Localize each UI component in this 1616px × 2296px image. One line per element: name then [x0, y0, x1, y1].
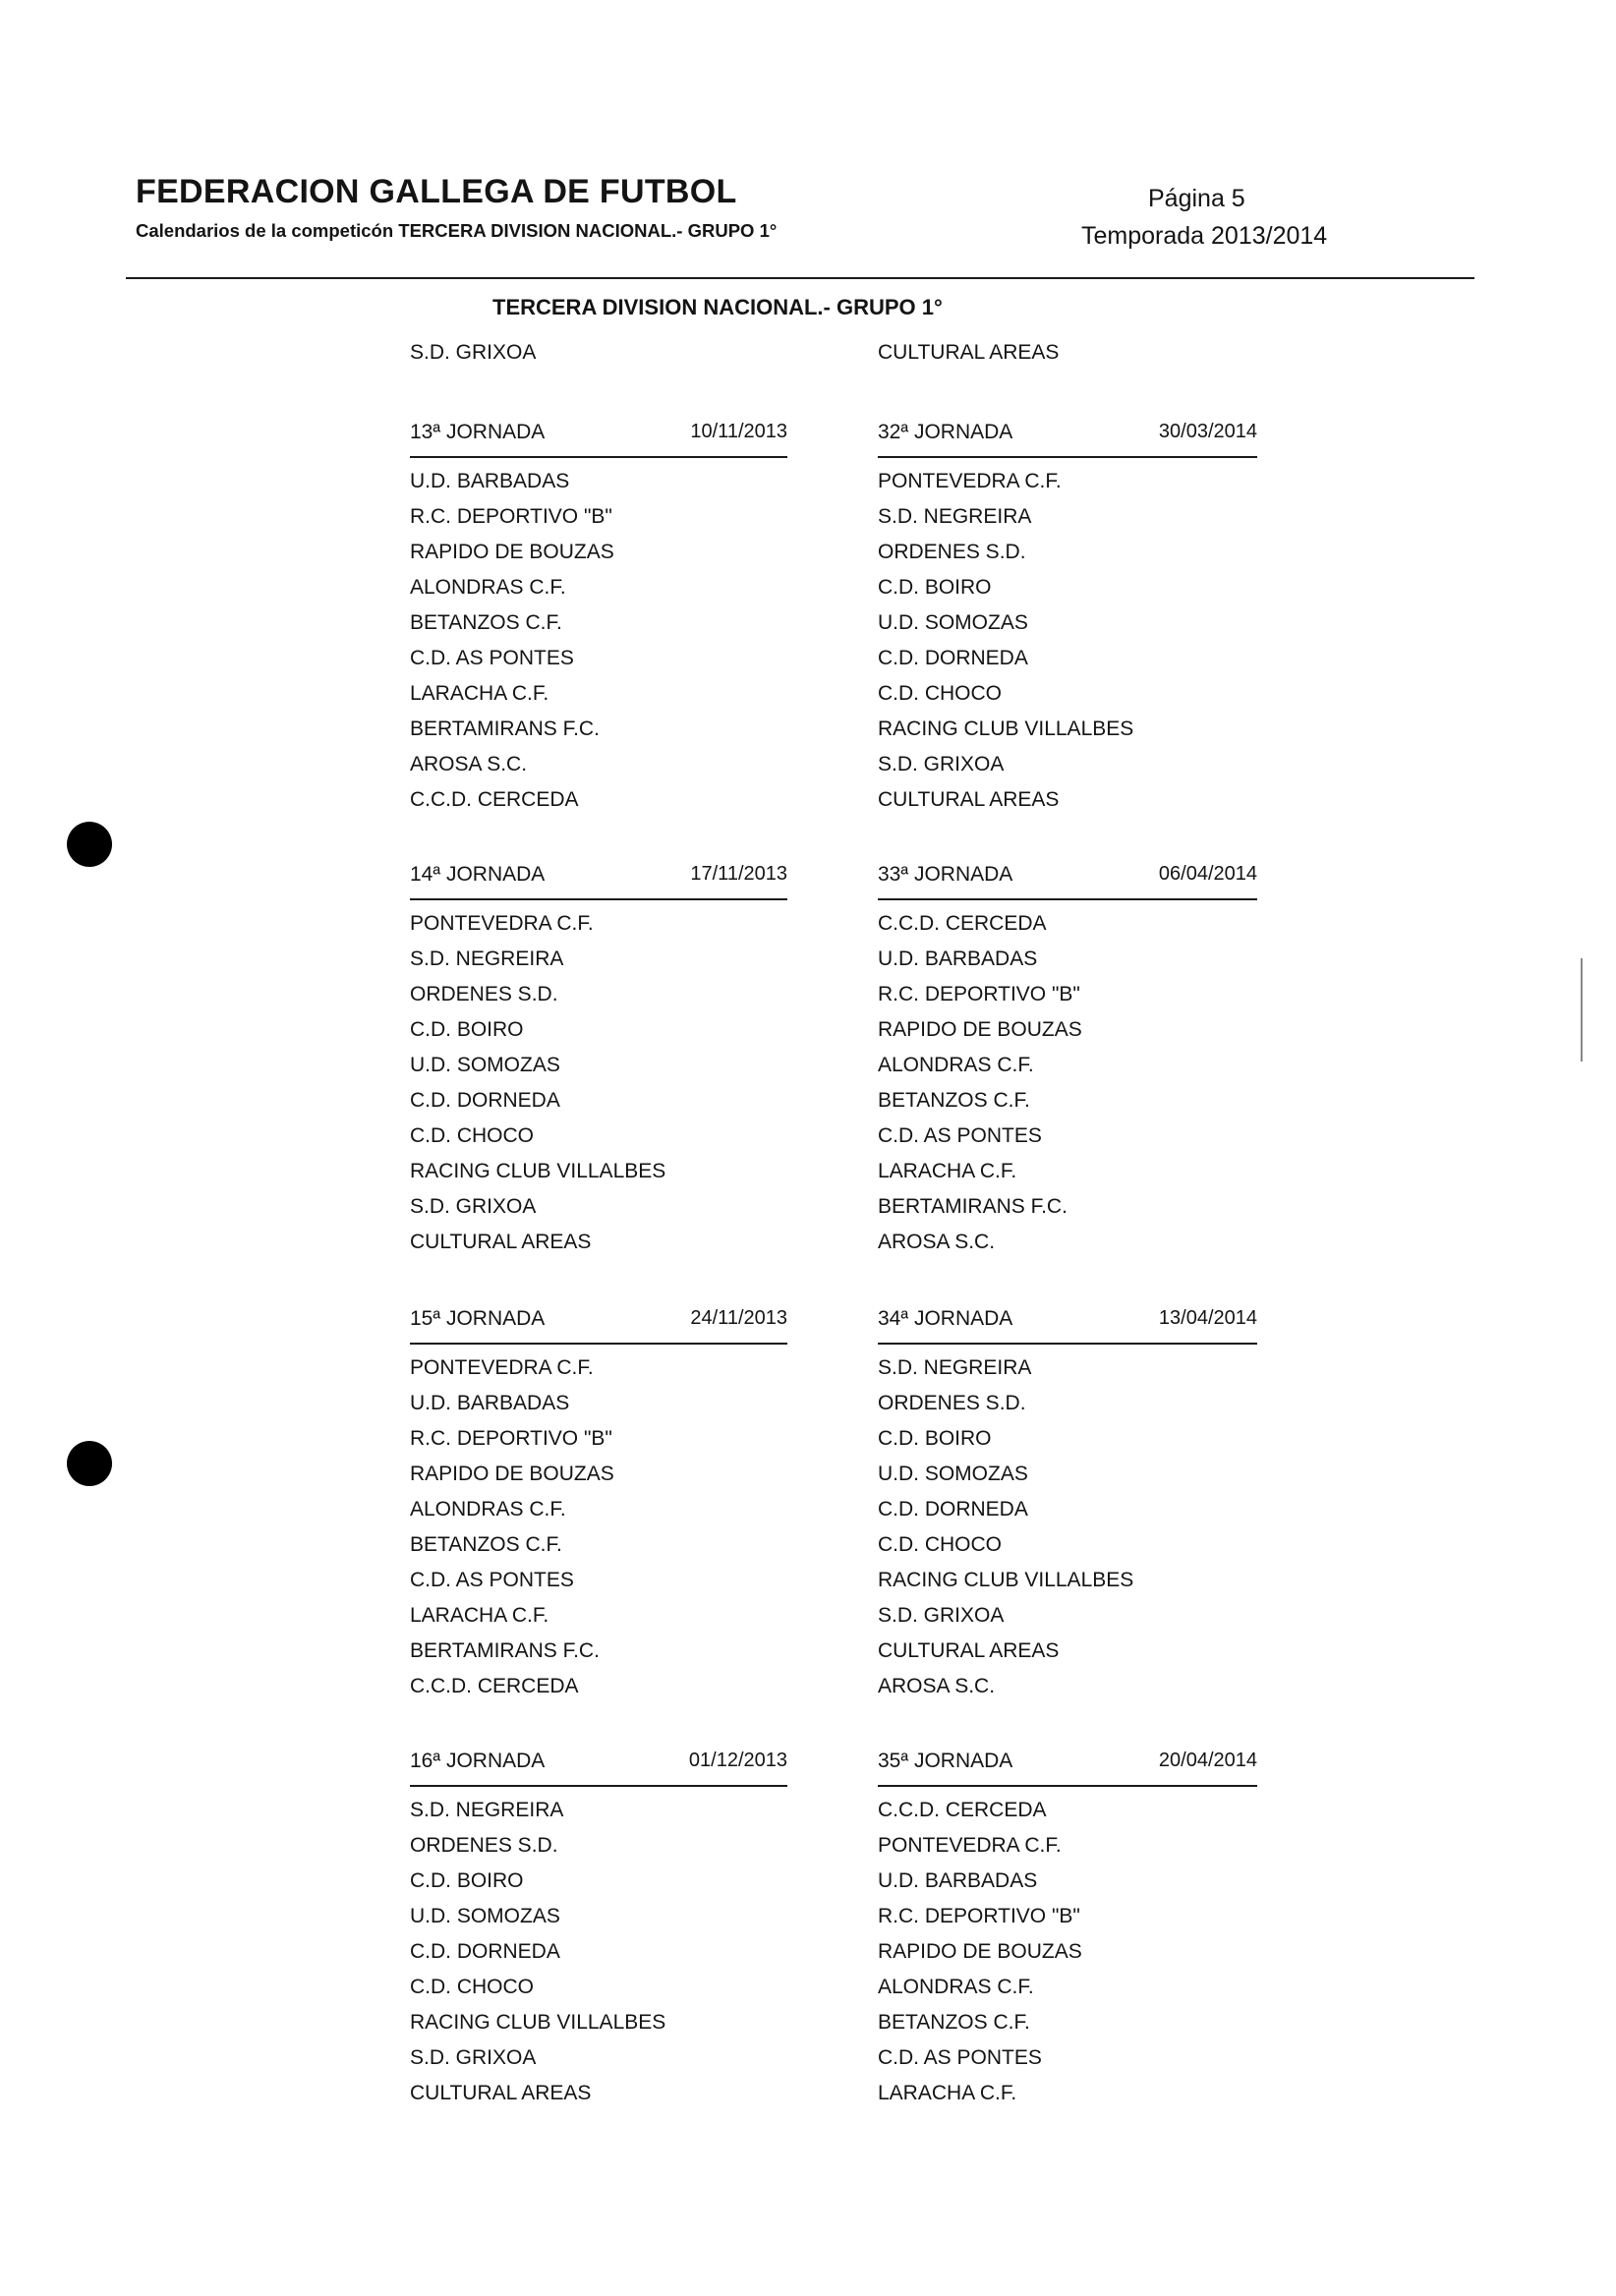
team-name: PONTEVEDRA C.F. [878, 1834, 1062, 1857]
jornada-name: 34ª JORNADA [878, 1307, 1013, 1330]
team-name: CULTURAL AREAS [878, 1639, 1060, 1662]
jornada-block [878, 1750, 1257, 2104]
team-list [878, 1793, 1082, 2111]
team-name: BETANZOS C.F. [878, 1089, 1030, 1112]
team-name: CULTURAL AREAS [410, 2082, 592, 2104]
team-name: ALONDRAS C.F. [878, 1976, 1034, 1998]
jornada-divider [410, 1785, 787, 1787]
jornada-name: 15ª JORNADA [410, 1307, 546, 1330]
team-name: C.C.D. CERCEDA [878, 1799, 1047, 1821]
team-name: C.D. DORNEDA [410, 1089, 560, 1112]
jornada-date: 30/03/2014 [1158, 421, 1257, 442]
team-name: S.D. NEGREIRA [878, 505, 1032, 528]
team-name: C.D. BOIRO [878, 1427, 992, 1450]
team-name: ORDENES S.D. [878, 1392, 1026, 1414]
team-name: PONTEVEDRA C.F. [410, 1356, 594, 1379]
team-name: C.D. AS PONTES [878, 1124, 1042, 1147]
team-name: U.D. SOMOZAS [410, 1905, 560, 1927]
jornada-date: 06/04/2014 [1158, 863, 1257, 885]
jornada-block [878, 863, 1257, 1253]
jornada-header [410, 863, 787, 892]
team-name: ALONDRAS C.F. [410, 576, 566, 599]
team-name: ORDENES S.D. [878, 541, 1026, 563]
jornada-divider [878, 1343, 1257, 1345]
jornada-header [410, 1307, 787, 1337]
jornada-name: 13ª JORNADA [410, 421, 546, 443]
team-name: ORDENES S.D. [410, 983, 558, 1005]
jornada-divider [410, 898, 787, 900]
jornada-block [878, 1307, 1257, 1697]
team-name: RAPIDO DE BOUZAS [878, 1018, 1082, 1041]
team-name: RACING CLUB VILLALBES [410, 2011, 666, 2034]
team-name: CULTURAL AREAS [410, 1231, 592, 1253]
team-name: U.D. SOMOZAS [878, 1463, 1028, 1485]
team-name: ALONDRAS C.F. [410, 1498, 566, 1521]
punch-hole [67, 1441, 112, 1486]
team-list [878, 464, 1133, 818]
team-list [410, 906, 665, 1260]
jornada-divider [878, 898, 1257, 900]
team-name: U.D. BARBADAS [878, 1869, 1038, 1892]
team-name: PONTEVEDRA C.F. [410, 912, 594, 935]
team-name: LARACHA C.F. [410, 1604, 549, 1627]
team-list [410, 1350, 614, 1704]
team-name: CULTURAL AREAS [878, 788, 1060, 811]
federation-title: FEDERACION GALLEGA DE FUTBOL [136, 173, 737, 210]
team-name: RACING CLUB VILLALBES [410, 1160, 666, 1182]
jornada-date: 10/11/2013 [690, 421, 787, 442]
team-list [878, 1350, 1133, 1704]
page-number: Página 5 [1148, 185, 1245, 212]
team-name: C.D. CHOCO [878, 682, 1002, 705]
jornada-header [878, 863, 1257, 892]
team-name: C.D. AS PONTES [410, 1569, 574, 1591]
team-name: C.D. AS PONTES [878, 2046, 1042, 2069]
jornada-date: 13/04/2014 [1158, 1307, 1257, 1329]
jornada-divider [410, 1343, 787, 1345]
jornada-date: 17/11/2013 [690, 863, 787, 885]
carryover-team-right: CULTURAL AREAS [878, 341, 1060, 364]
team-name: S.D. GRIXOA [878, 1604, 1005, 1627]
jornada-date: 01/12/2013 [688, 1750, 787, 1771]
team-name: R.C. DEPORTIVO "B" [878, 983, 1080, 1005]
team-name: BETANZOS C.F. [410, 611, 562, 634]
competition-title: TERCERA DIVISION NACIONAL.- GRUPO 1° [492, 295, 943, 319]
team-name: C.D. BOIRO [410, 1018, 524, 1041]
team-name: U.D. BARBADAS [410, 1392, 570, 1414]
team-name: C.D. BOIRO [878, 576, 992, 599]
team-name: PONTEVEDRA C.F. [878, 470, 1062, 492]
team-name: R.C. DEPORTIVO "B" [410, 1427, 612, 1450]
team-name: S.D. GRIXOA [410, 1195, 537, 1218]
jornada-header [878, 1307, 1257, 1337]
jornada-date: 24/11/2013 [690, 1307, 787, 1329]
team-name: C.D. CHOCO [878, 1533, 1002, 1556]
jornada-date: 20/04/2014 [1158, 1750, 1257, 1771]
jornada-divider [878, 1785, 1257, 1787]
team-name: U.D. BARBADAS [878, 947, 1038, 970]
team-name: LARACHA C.F. [878, 2082, 1017, 2104]
header-divider [126, 277, 1474, 279]
team-name: BETANZOS C.F. [878, 2011, 1030, 2034]
jornada-header [878, 421, 1257, 450]
team-name: ALONDRAS C.F. [878, 1054, 1034, 1076]
team-name: AROSA S.C. [410, 753, 528, 775]
scan-mark [1581, 958, 1583, 1062]
team-name: BERTAMIRANS F.C. [410, 1639, 600, 1662]
jornada-name: 14ª JORNADA [410, 863, 546, 886]
jornada-name: 35ª JORNADA [878, 1750, 1013, 1772]
team-name: ORDENES S.D. [410, 1834, 558, 1857]
team-name: RAPIDO DE BOUZAS [410, 541, 614, 563]
jornada-block [410, 1307, 787, 1697]
season-label: Temporada 2013/2014 [1081, 222, 1328, 250]
punch-hole [67, 822, 112, 867]
team-name: R.C. DEPORTIVO "B" [410, 505, 612, 528]
team-name: RACING CLUB VILLALBES [878, 718, 1134, 740]
team-name: U.D. SOMOZAS [878, 611, 1028, 634]
team-name: AROSA S.C. [878, 1231, 996, 1253]
jornada-name: 32ª JORNADA [878, 421, 1013, 443]
team-name: C.C.D. CERCEDA [410, 1675, 579, 1697]
carryover-team-left: S.D. GRIXOA [410, 341, 537, 364]
team-name: U.D. BARBADAS [410, 470, 570, 492]
team-name: C.D. AS PONTES [410, 647, 574, 669]
calendar-subtitle: Calendarios de la competicón TERCERA DIVISION NACIONAL.- GRUPO 1° [136, 220, 778, 241]
team-name: LARACHA C.F. [410, 682, 549, 705]
jornada-header [410, 1750, 787, 1779]
team-name: S.D. NEGREIRA [410, 1799, 564, 1821]
team-name: S.D. NEGREIRA [410, 947, 564, 970]
team-list [878, 906, 1082, 1260]
jornada-block [410, 421, 787, 811]
team-name: S.D. NEGREIRA [878, 1356, 1032, 1379]
jornada-divider [410, 456, 787, 458]
team-name: LARACHA C.F. [878, 1160, 1017, 1182]
team-name: C.D. CHOCO [410, 1124, 534, 1147]
team-name: C.C.D. CERCEDA [410, 788, 579, 811]
team-name: BETANZOS C.F. [410, 1533, 562, 1556]
team-name: S.D. GRIXOA [878, 753, 1005, 775]
jornada-divider [878, 456, 1257, 458]
team-name: RAPIDO DE BOUZAS [410, 1463, 614, 1485]
team-name: RACING CLUB VILLALBES [878, 1569, 1134, 1591]
jornada-name: 16ª JORNADA [410, 1750, 546, 1772]
team-name: R.C. DEPORTIVO "B" [878, 1905, 1080, 1927]
jornada-block [878, 421, 1257, 811]
jornada-header [410, 421, 787, 450]
team-name: RAPIDO DE BOUZAS [878, 1940, 1082, 1963]
team-name: C.C.D. CERCEDA [878, 912, 1047, 935]
team-name: C.D. DORNEDA [878, 647, 1028, 669]
team-list [410, 464, 614, 818]
team-name: AROSA S.C. [878, 1675, 996, 1697]
team-name: C.D. BOIRO [410, 1869, 524, 1892]
jornada-header [878, 1750, 1257, 1779]
team-list [410, 1793, 665, 2111]
team-name: U.D. SOMOZAS [410, 1054, 560, 1076]
jornada-name: 33ª JORNADA [878, 863, 1013, 886]
team-name: C.D. CHOCO [410, 1976, 534, 1998]
team-name: C.D. DORNEDA [410, 1940, 560, 1963]
team-name: BERTAMIRANS F.C. [410, 718, 600, 740]
jornada-block [410, 863, 787, 1253]
team-name: BERTAMIRANS F.C. [878, 1195, 1068, 1218]
team-name: C.D. DORNEDA [878, 1498, 1028, 1521]
jornada-block [410, 1750, 787, 2104]
team-name: S.D. GRIXOA [410, 2046, 537, 2069]
